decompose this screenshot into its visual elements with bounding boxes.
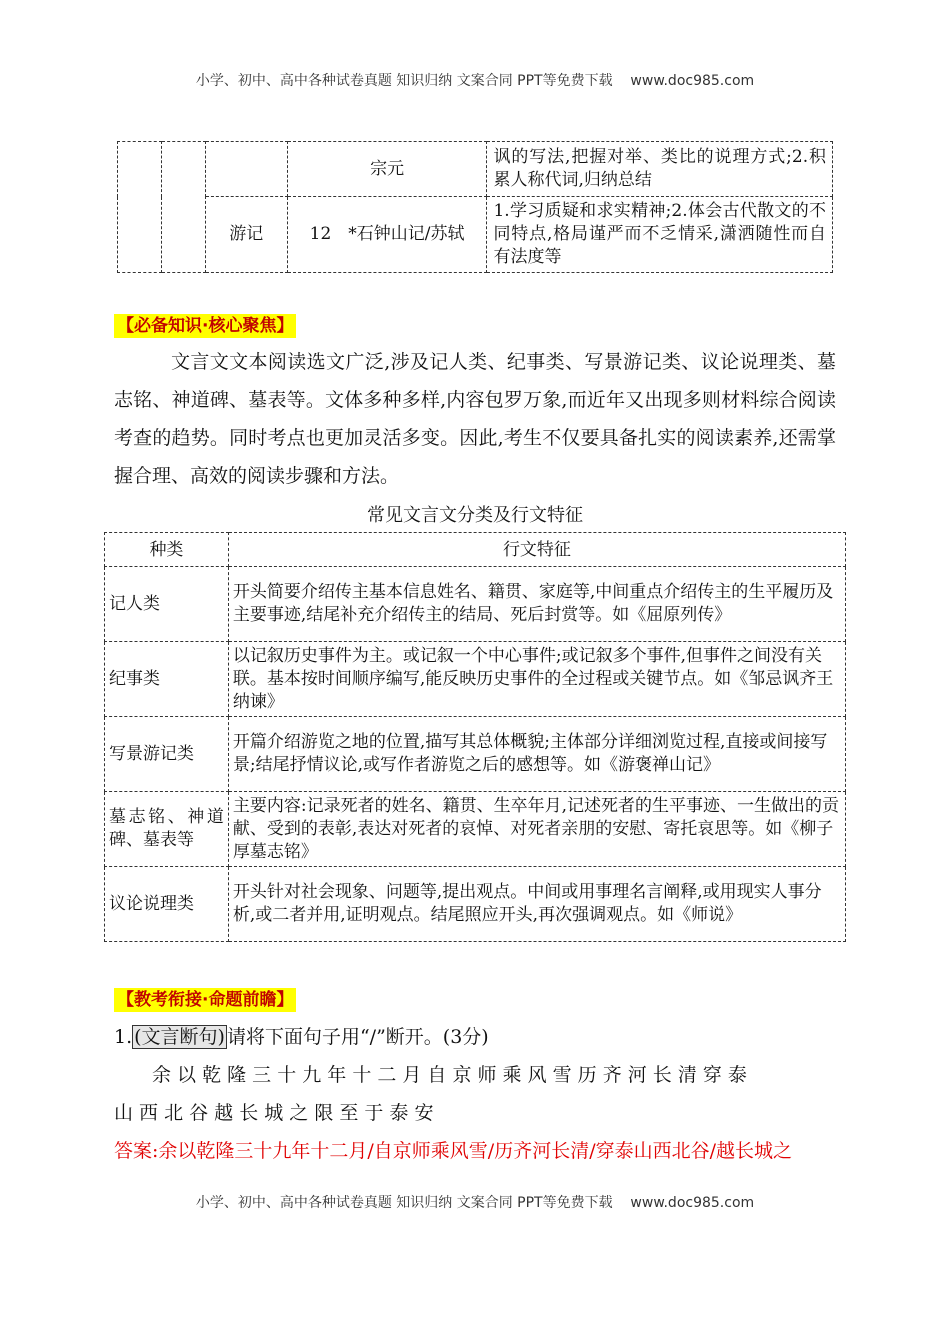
question-line	[114, 1018, 844, 1056]
row-feature: 开头简要介绍传主基本信息姓名、籍贯、家庭等,中间重点介绍传主的生平履历及主要事迹,结尾补充介绍传主的结局、死后封赏等。如《屈原列传》	[228, 567, 845, 642]
cell-genre: 游记	[205, 197, 287, 273]
classification-table	[104, 532, 846, 942]
question-text: 请将下面句子用“/”断开。(3分)	[226, 1026, 489, 1048]
row-feature: 开头针对社会现象、问题等,提出观点。中间或用事理名言阐释,或用现实人事分析,或二者并用,证明观点。结尾照应开头,再次强调观点。如《师说》	[228, 867, 845, 942]
curriculum-table-fragment	[117, 141, 833, 273]
cell-lesson: 12 *石钟山记/苏轼	[287, 197, 487, 273]
page-header: 小学、初中、高中各种试卷真题 知识归纳 文案合同 PPT等免费下载 www.doc985.com	[195, 73, 755, 89]
sentence-line-1: 余 以 乾 隆 三 十 九 年 十 二 月 自 京 师 乘 风 雪 历 齐 河 长 清 穿 泰	[152, 1064, 747, 1086]
table-title: 常见文言文分类及行文特征	[367, 505, 583, 526]
row-type: 纪事类	[105, 642, 229, 717]
sentence-line-2: 山 西 北 谷 越 长 城 之 限 至 于 泰 安	[114, 1102, 434, 1124]
cell-goals: 讽的写法,把握对举、类比的说理方式;2.积累人称代词,归纳总结	[487, 142, 833, 197]
row-type: 议论说理类	[105, 867, 229, 942]
cell-author: 宗元	[287, 142, 487, 197]
question-type-box: (文言断句)	[134, 1026, 225, 1048]
header-feature: 行文特征	[228, 533, 845, 567]
section-tag-knowledge: 【必备知识·核心聚焦】	[114, 314, 296, 338]
row-feature: 以记叙历史事件为主。或记叙一个中心事件;或记叙多个事件,但事件之间没有关联。基本按时间顺序编写,能反映历史事件的全过程或关键节点。如《邹忌讽齐王纳谏》	[228, 642, 845, 717]
section-tag-exam: 【教考衔接·命题前瞻】	[114, 988, 296, 1012]
row-type: 记人类	[105, 567, 229, 642]
answer-text: 答案:余以乾隆三十九年十二月/自京师乘风雪/历齐河长清/穿泰山西北谷/越长城之	[114, 1140, 793, 1162]
question-number: 1.	[114, 1026, 133, 1048]
page-footer: 小学、初中、高中各种试卷真题 知识归纳 文案合同 PPT等免费下载 www.doc985.com	[195, 1195, 755, 1211]
cell-goals: 1.学习质疑和求实精神;2.体会古代散文的不同特点,格局谨严而不乏情采,潇洒随性而自有法度等	[487, 197, 833, 273]
row-type: 墓志铭、神道碑、墓表等	[105, 792, 229, 867]
row-feature: 开篇介绍游览之地的位置,描写其总体概貌;主体部分详细浏览过程,直接或间接写景;结尾抒情议论,或写作者游览之后的感想等。如《游褒禅山记》	[228, 717, 845, 792]
intro-paragraph: 文言文文本阅读选文广泛,涉及记人类、纪事类、写景游记类、议论说理类、墓志铭、神道碑、墓表等。文体多种多样,内容包罗万象,而近年又出现多则材料综合阅读考查的趋势。同时考点也更加灵活多变。因此,考生不仅要具备扎实的阅读素养,还需掌握合理、高效的阅读步骤和方法。	[114, 351, 836, 487]
row-type: 写景游记类	[105, 717, 229, 792]
header-type: 种类	[105, 533, 229, 567]
row-feature: 主要内容:记录死者的姓名、籍贯、生卒年月,记述死者的生平事迹、一生做出的贡献、受到的表彰,表达对死者的哀悼、对死者亲朋的安慰、寄托哀思等。如《柳子厚墓志铭》	[228, 792, 845, 867]
